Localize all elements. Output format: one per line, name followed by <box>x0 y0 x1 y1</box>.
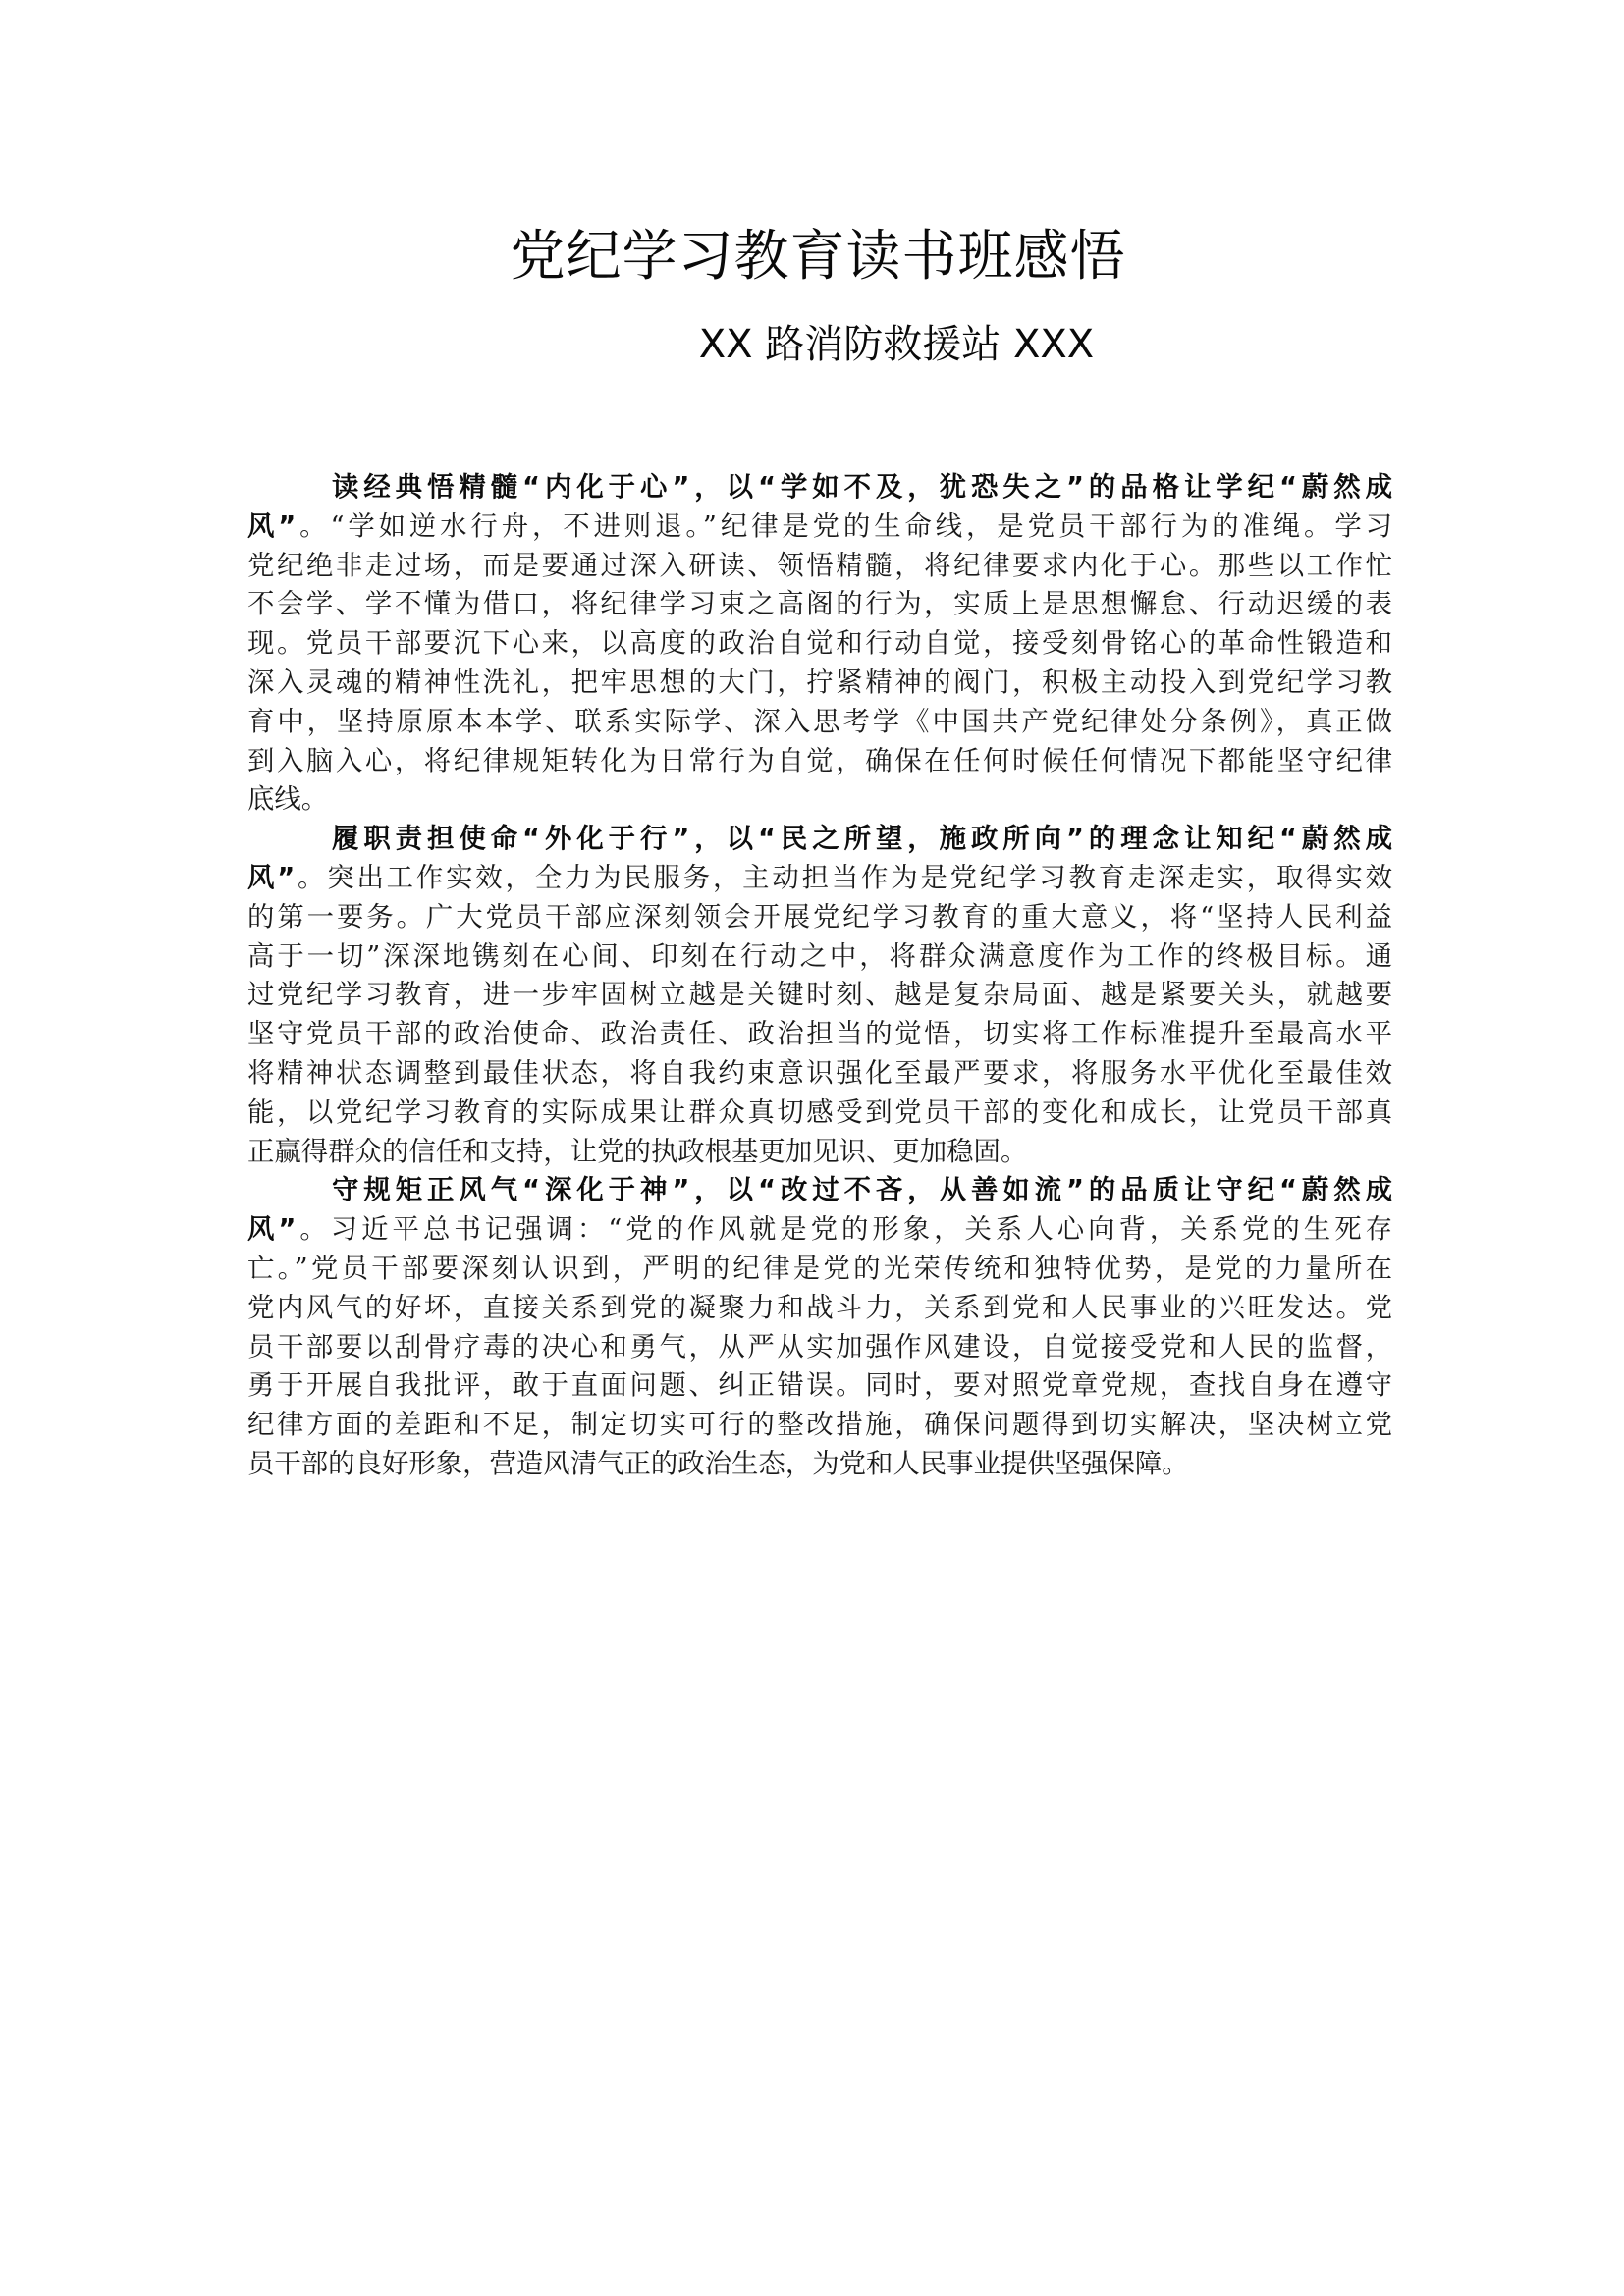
paragraph-line <box>247 859 1392 898</box>
paragraph-line <box>247 507 1392 547</box>
paragraph-lead-heading: 守规矩正风气“深化于神”，以“改过不吝，从善如流”的品质让守纪“蔚然成 <box>332 1175 1392 1206</box>
paragraph-line: 育中，坚持原原本本学、联系实际学、深入思考学《中国共产党纪律处分条例》，真正做 <box>247 706 1392 737</box>
paragraph-line: 不会学、学不懂为借口，将纪律学习束之高阁的行为，实质上是思想懈怠、行动迟缓的表 <box>247 589 1392 620</box>
paragraph-line: 亡。”党员干部要深刻认识到，严明的纪律是党的光荣传统和独特优势，是党的力量所在 <box>247 1253 1392 1284</box>
paragraph-line: 深入灵魂的精神性洗礼，把牢思想的大门，拧紧精神的阀门，积极主动投入到党纪学习教 <box>247 667 1392 698</box>
paragraph-line: 勇于开展自我批评，敢于直面问题、纠正错误。同时，要对照党章党规，查找自身在遵守 <box>247 1370 1392 1402</box>
paragraph-lead-heading: 履职责担使命“外化于行”，以“民之所望，施政所向”的理念让知纪“蔚然成 <box>332 824 1392 855</box>
author-line: XX 路消防救援站 XXX <box>698 322 1095 367</box>
paragraph-line <box>247 1210 1392 1250</box>
paragraph-line: 正赢得群众的信任和支持，让党的执政根基更加见识、更加稳固。 <box>247 1136 1028 1167</box>
paragraph-line: 过党纪学习教育，进一步牢固树立越是关键时刻、越是复杂局面、越是紧要关头，就越要 <box>247 980 1392 1011</box>
paragraph-lead-heading: 风” <box>247 862 296 893</box>
paragraph-line: 的第一要务。广大党员干部应深刻领会开展党纪学习教育的重大意义，将“坚持人民利益 <box>247 901 1392 933</box>
paragraph-line: 党纪绝非走过场，而是要通过深入研读、领悟精髓，将纪律要求内化于心。那些以工作忙 <box>247 550 1392 581</box>
paragraph-line: 到入脑入心，将纪律规矩转化为日常行为自觉，确保在任何时候任何情况下都能坚守纪律 <box>247 745 1392 776</box>
paragraph-line: 坚守党员干部的政治使命、政治责任、政治担当的觉悟，切实将工作标准提升至最高水平 <box>247 1019 1392 1050</box>
line-text: 。“学如逆水行舟，不进则退。”纪律是党的生命线，是党员干部行为的准绳。学习 <box>296 510 1392 542</box>
paragraph-line: 将精神状态调整到最佳状态，将自我约束意识强化至最严要求，将服务水平优化至最佳效 <box>247 1057 1392 1089</box>
paragraph-1 <box>247 468 1392 820</box>
document-title: 党纪学习教育读书班感悟 <box>510 225 1126 289</box>
paragraph-line: 纪律方面的差距和不足，制定切实可行的整改措施，确保问题得到切实解决，坚决树立党 <box>247 1410 1392 1441</box>
paragraph-line <box>247 468 1392 507</box>
paragraph-line: 员干部的良好形象，营造风清气正的政治生态，为党和人民事业提供坚强保障。 <box>247 1448 1189 1479</box>
paragraph-3 <box>247 1171 1392 1483</box>
line-text: 。习近平总书记强调：“党的作风就是党的形象，关系人心向背，关系党的生死存 <box>296 1214 1392 1246</box>
paragraph-2 <box>247 820 1392 1171</box>
paragraph-line: 员干部要以刮骨疗毒的决心和勇气，从严从实加强作风建设，自觉接受党和人民的监督， <box>247 1331 1392 1362</box>
paragraph-line: 现。党员干部要沉下心来，以高度的政治自觉和行动自觉，接受刻骨铭心的革命性锻造和 <box>247 628 1392 660</box>
document-body <box>247 468 1392 1484</box>
paragraph-line <box>247 1171 1392 1210</box>
line-text: 。突出工作实效，全力为民服务，主动担当作为是党纪学习教育走深走实，取得实效 <box>295 862 1392 893</box>
paragraph-lead-heading: 风” <box>247 1214 297 1246</box>
paragraph-line: 党内风气的好坏，直接关系到党的凝聚力和战斗力，关系到党和人民事业的兴旺发达。党 <box>247 1292 1392 1323</box>
paragraph-lead-heading: 风” <box>247 510 297 542</box>
paragraph-line: 底线。 <box>247 784 329 816</box>
paragraph-line <box>247 820 1392 859</box>
paragraph-lead-heading: 读经典悟精髓“内化于心”，以“学如不及，犹恐失之”的品格让学纪“蔚然成 <box>332 472 1392 503</box>
paragraph-line: 高于一切”深深地镌刻在心间、印刻在行动之中，将群众满意度作为工作的终极目标。通 <box>247 940 1392 972</box>
paragraph-line: 能，以党纪学习教育的实际成果让群众真切感受到党员干部的变化和成长，让党员干部真 <box>247 1096 1392 1128</box>
